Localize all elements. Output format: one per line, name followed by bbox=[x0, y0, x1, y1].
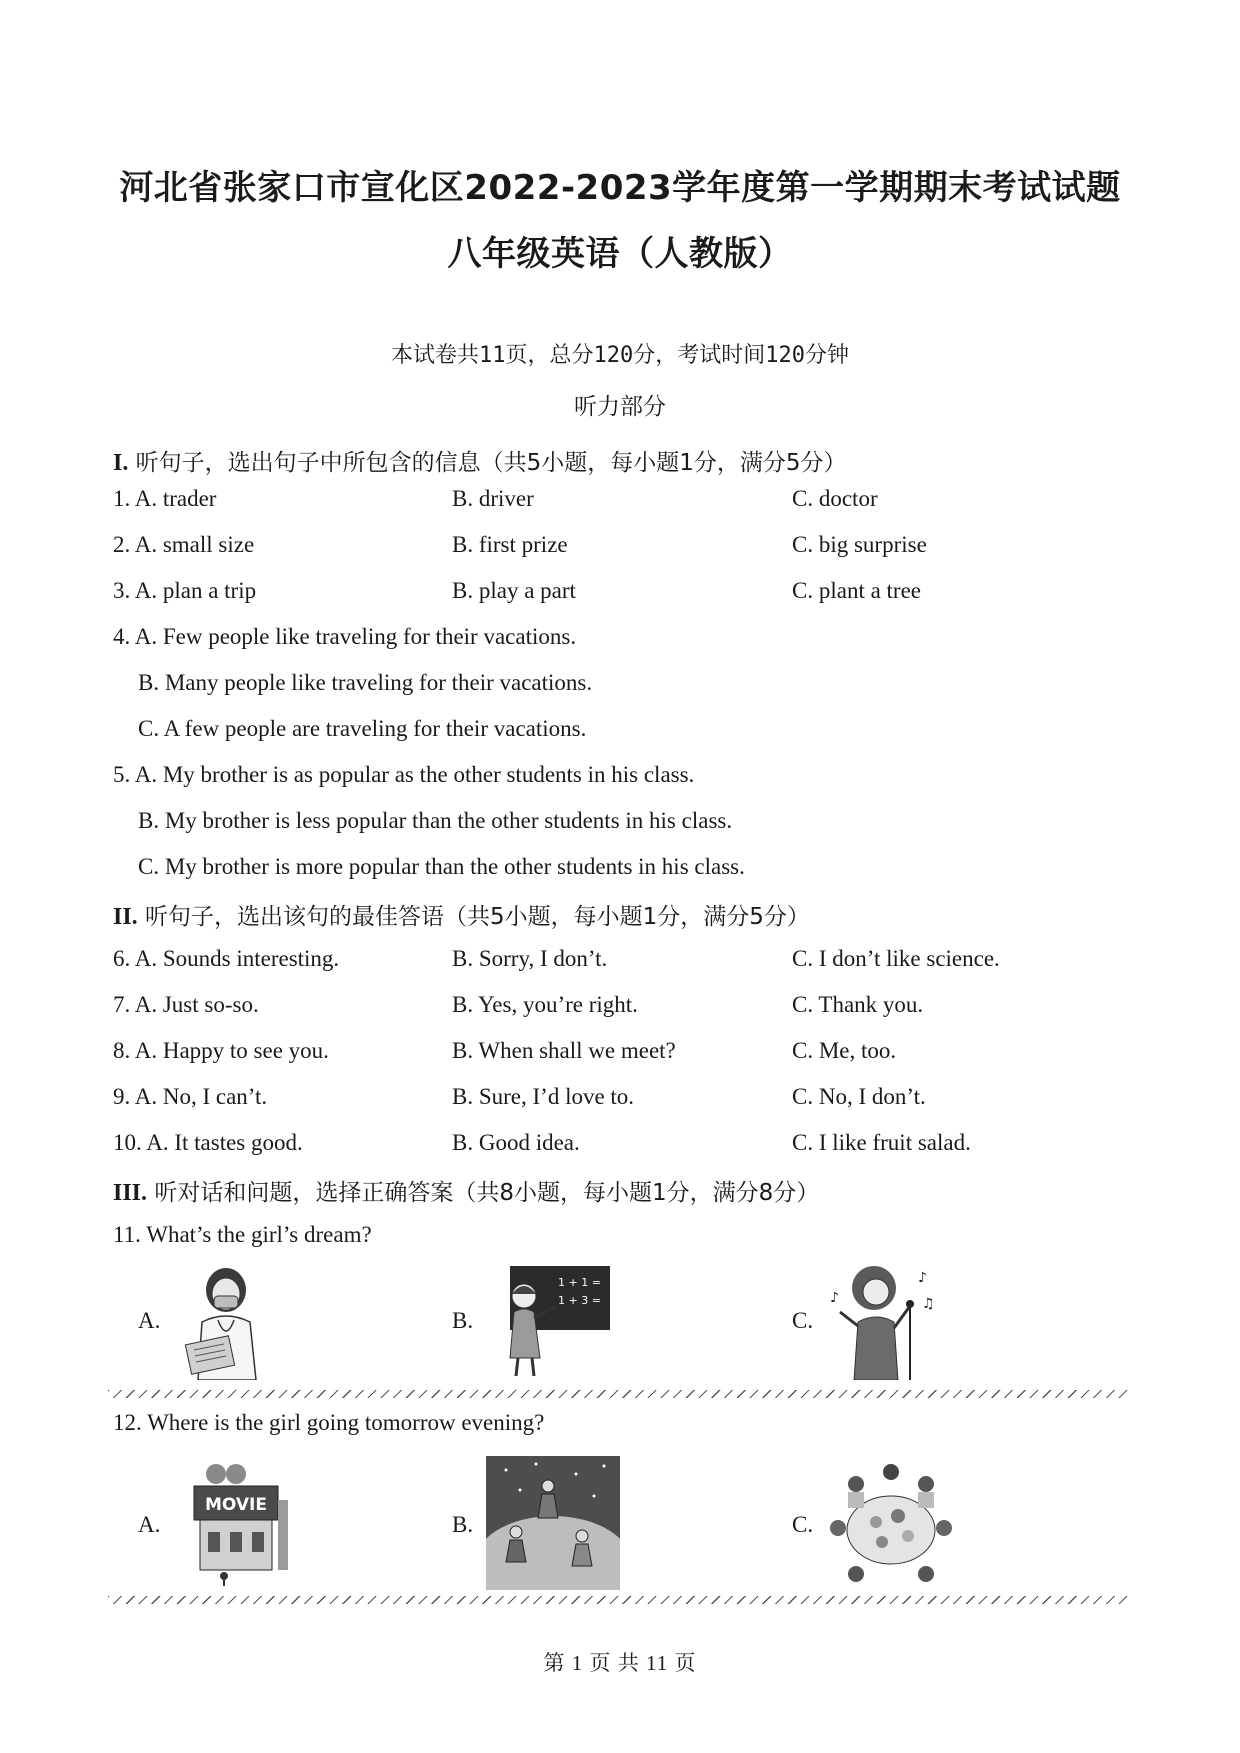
option-a: 9. A. No, I can’t. bbox=[113, 1084, 268, 1109]
singer-picture bbox=[826, 1262, 936, 1380]
option-c-label: C. bbox=[792, 1512, 814, 1537]
option-a: 2. A. small size bbox=[113, 532, 255, 557]
section-number: III. bbox=[113, 1180, 148, 1206]
option-b: B. first prize bbox=[452, 532, 568, 557]
question-12 bbox=[0, 1410, 1240, 1444]
option-a: 4. A. Few people like traveling for their vacations. bbox=[113, 624, 577, 649]
option-b: B. When shall we meet? bbox=[452, 1038, 676, 1063]
option-a: 5. A. My brother is as popular as the other students in his class. bbox=[113, 762, 695, 787]
option-b: B. Good idea. bbox=[452, 1130, 580, 1155]
option-b: B. driver bbox=[452, 486, 534, 511]
option-b-label: B. bbox=[452, 1512, 474, 1537]
question-row bbox=[0, 532, 1240, 566]
option-a: 3. A. plan a trip bbox=[113, 578, 257, 603]
option-b: B. Yes, you’re right. bbox=[452, 992, 638, 1017]
skating-picture bbox=[486, 1456, 620, 1590]
cinema-picture bbox=[180, 1460, 298, 1586]
question-row bbox=[0, 992, 1240, 1026]
question-11 bbox=[0, 1222, 1240, 1256]
question-4-c: C. A few people are traveling for their vacations. bbox=[138, 716, 587, 741]
question-5-b: B. My brother is less popular than the other students in his class. bbox=[138, 808, 733, 833]
dinner-party-picture bbox=[826, 1456, 956, 1590]
option-c: C. doctor bbox=[792, 486, 878, 511]
option-a: 1. A. trader bbox=[113, 486, 217, 511]
option-a-label: A. bbox=[138, 1512, 161, 1537]
option-a: 10. A. It tastes good. bbox=[113, 1130, 303, 1155]
question-row bbox=[0, 1084, 1240, 1118]
question-row bbox=[0, 1130, 1240, 1164]
section-heading-1 bbox=[113, 444, 847, 477]
option-c: C. I like fruit salad. bbox=[792, 1130, 971, 1155]
option-c: C. Me, too. bbox=[792, 1038, 897, 1063]
movie-sign: MOVIE bbox=[204, 1495, 268, 1515]
section-number: II. bbox=[113, 904, 138, 930]
board-line-1: 1 + 1 = bbox=[558, 1276, 601, 1289]
option-c: C. plant a tree bbox=[792, 578, 922, 603]
option-b: B. Sure, I’d love to. bbox=[452, 1084, 635, 1109]
option-b-label: B. bbox=[452, 1308, 474, 1333]
cut-line bbox=[108, 1390, 1130, 1398]
exam-info: 本试卷共11页，总分120分，考试时间120分钟 bbox=[391, 343, 849, 368]
question-text: 11. What’s the girl’s dream? bbox=[113, 1222, 372, 1247]
teacher-picture bbox=[486, 1262, 614, 1380]
question-row bbox=[0, 946, 1240, 980]
doctor-picture bbox=[178, 1262, 268, 1380]
option-c: C. I don’t like science. bbox=[792, 946, 1000, 971]
option-c: C. No, I don’t. bbox=[792, 1084, 926, 1109]
option-a: 7. A. Just so-so. bbox=[113, 992, 259, 1017]
cut-line bbox=[108, 1596, 1130, 1604]
svg-text:♪: ♪ bbox=[918, 1270, 927, 1286]
option-b: B. Sorry, I don’t. bbox=[452, 946, 608, 971]
svg-text:♫: ♫ bbox=[922, 1296, 935, 1312]
svg-text:♪: ♪ bbox=[830, 1290, 839, 1306]
exam-subtitle: 八年级英语（人教版） bbox=[447, 234, 793, 274]
option-a: 6. A. Sounds interesting. bbox=[113, 946, 340, 971]
question-5-a bbox=[0, 762, 1240, 796]
option-a-label: A. bbox=[138, 1308, 161, 1333]
question-4-b: B. Many people like traveling for their vacations. bbox=[138, 670, 593, 695]
section-text: 听句子，选出该句的最佳答语（共5小题，每小题1分，满分5分） bbox=[145, 904, 810, 930]
question-row bbox=[0, 486, 1240, 520]
board-line-2: 1 + 3 = bbox=[558, 1294, 601, 1307]
exam-title: 河北省张家口市宣化区2022-2023学年度第一学期期末考试试题 bbox=[119, 168, 1121, 208]
question-row bbox=[0, 1038, 1240, 1072]
page-footer: 第 1 页 共 11 页 bbox=[543, 1651, 697, 1675]
section-name: 听力部分 bbox=[574, 394, 666, 420]
question-row bbox=[0, 578, 1240, 612]
option-a: 8. A. Happy to see you. bbox=[113, 1038, 329, 1063]
section-text: 听对话和问题，选择正确答案（共8小题，每小题1分，满分8分） bbox=[154, 1180, 820, 1206]
option-c: C. big surprise bbox=[792, 532, 927, 557]
section-heading-2 bbox=[113, 898, 810, 931]
option-b: B. play a part bbox=[452, 578, 576, 603]
option-c: C. Thank you. bbox=[792, 992, 924, 1017]
option-c-label: C. bbox=[792, 1308, 814, 1333]
question-text: 12. Where is the girl going tomorrow evening? bbox=[113, 1410, 545, 1435]
section-heading-3 bbox=[113, 1174, 819, 1207]
section-number: I. bbox=[113, 450, 129, 476]
section-text: 听句子，选出句子中所包含的信息（共5小题，每小题1分，满分5分） bbox=[135, 450, 847, 476]
question-4-a bbox=[0, 624, 1240, 658]
question-5-c: C. My brother is more popular than the other students in his class. bbox=[138, 854, 745, 879]
